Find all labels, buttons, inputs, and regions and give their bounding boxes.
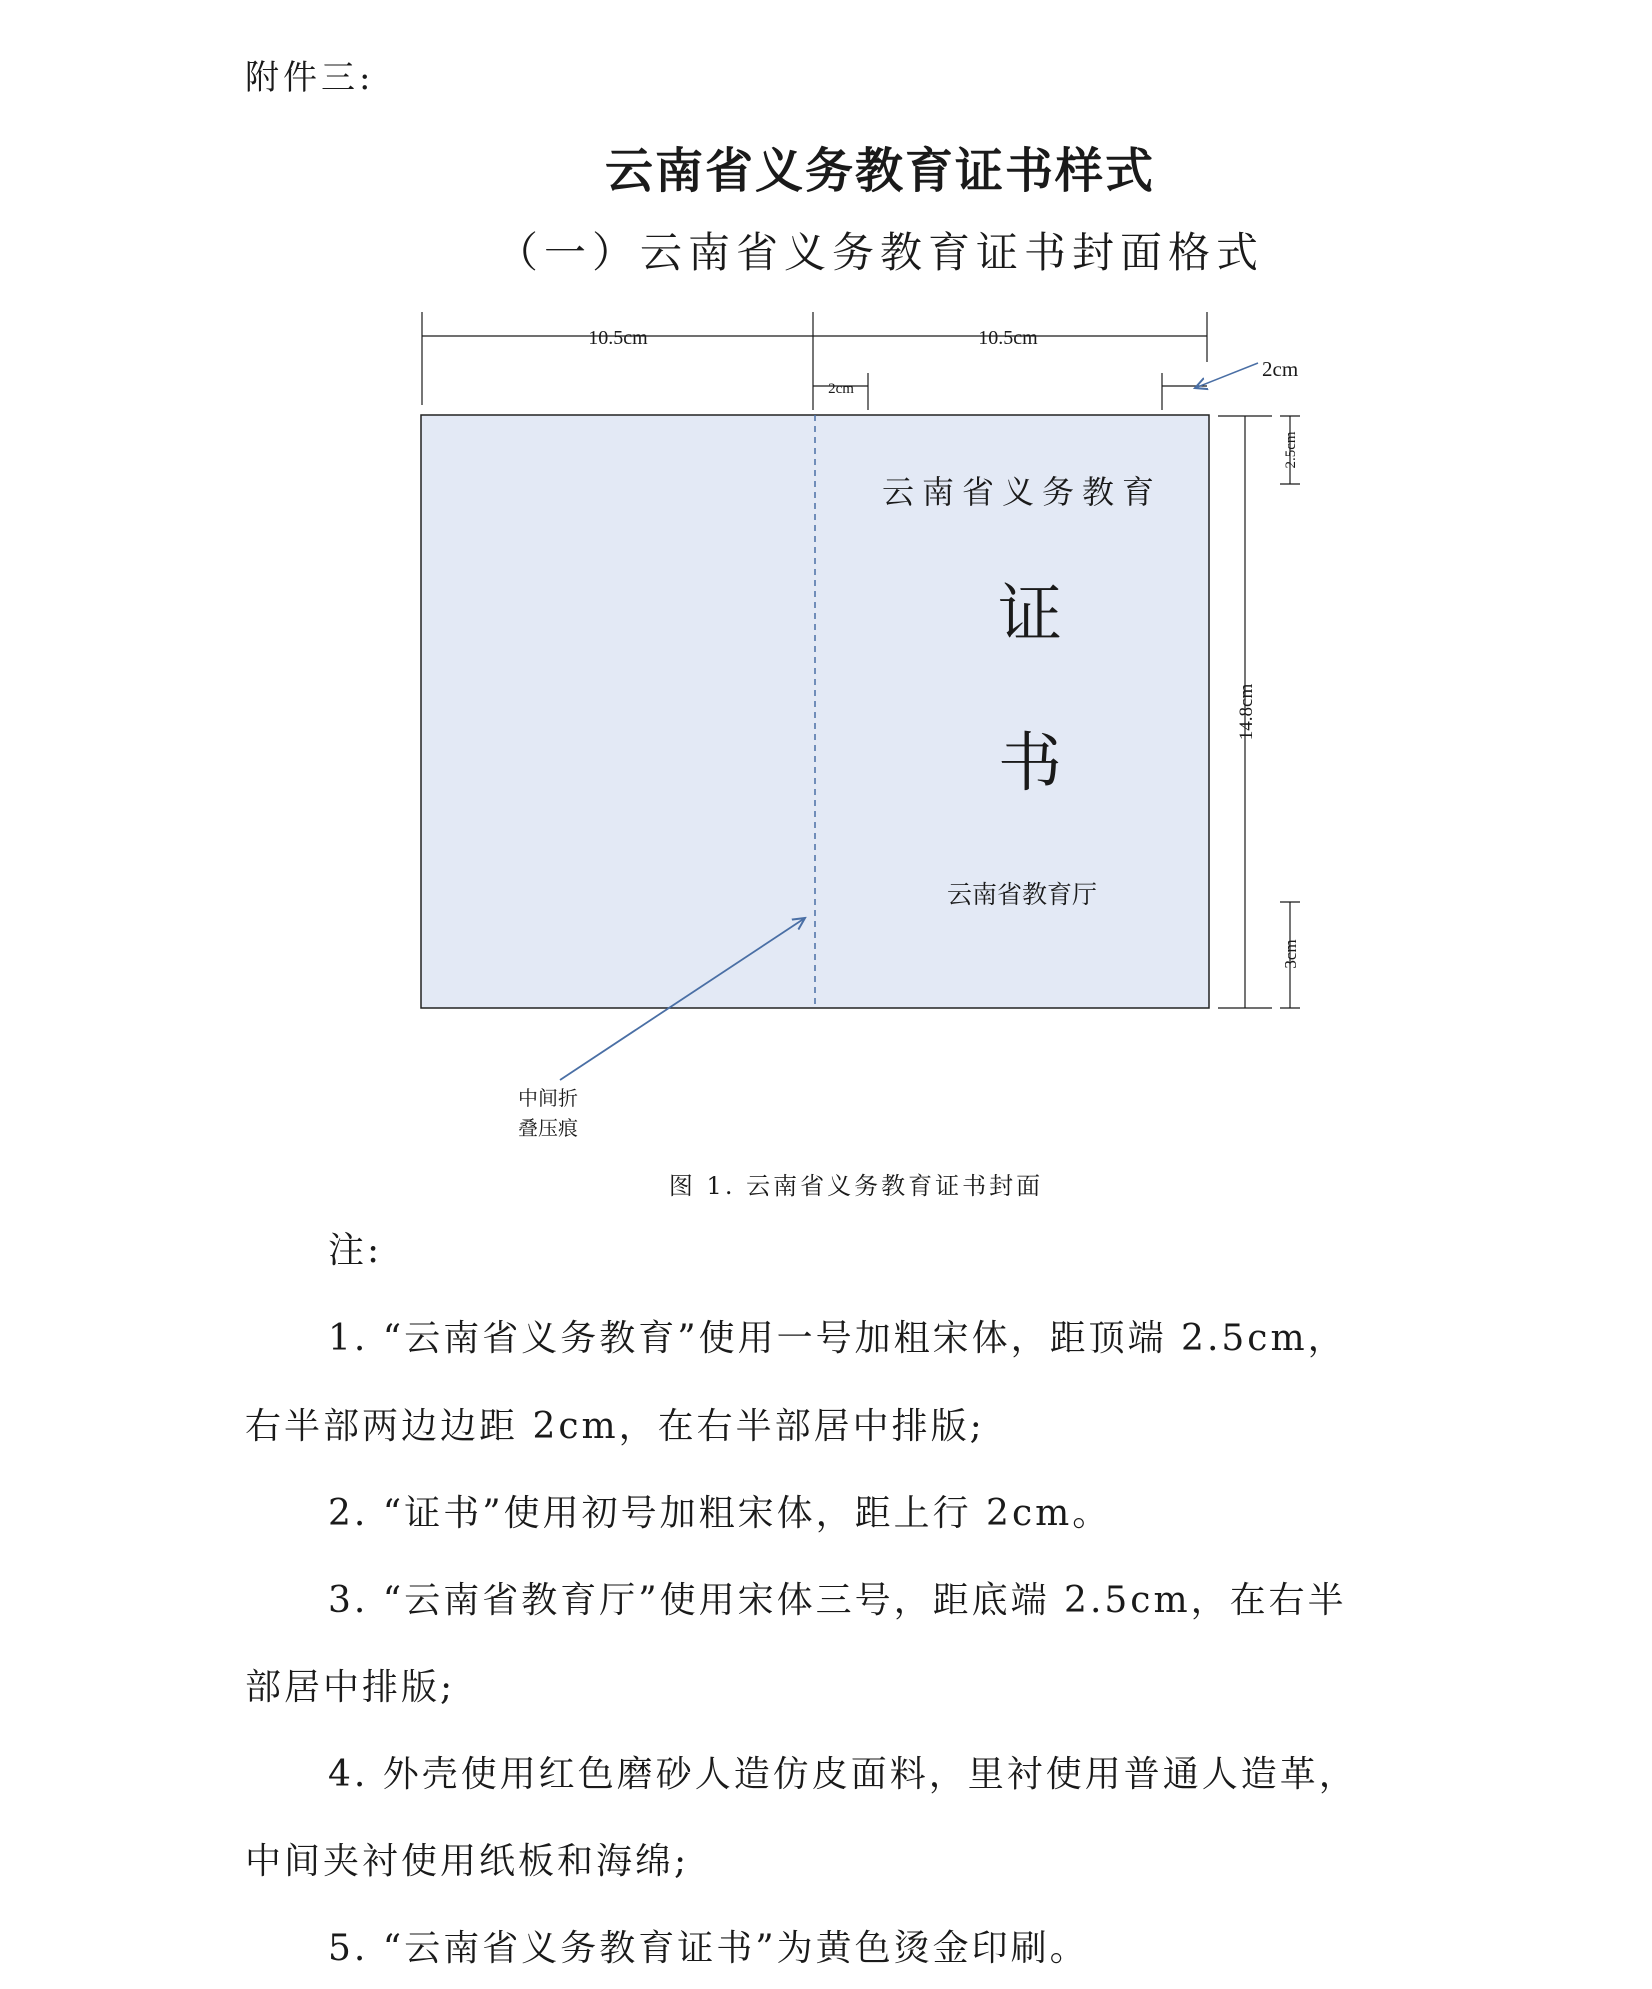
fold-label-line2: 叠压痕 [518, 1116, 578, 1140]
note-2: 2. “证书”使用初号加粗宋体，距上行 2cm。 [328, 1493, 1112, 1534]
dim-height-label: 14.8cm [1236, 683, 1257, 741]
note-1-line-2: 右半部两边边距 2cm，在右半部居中排版; [245, 1406, 985, 1447]
notes-heading: 注: [328, 1230, 383, 1271]
dim-right-width-label: 10.5cm [978, 327, 1038, 349]
note-4-line-2: 中间夹衬使用纸板和海绵; [245, 1841, 690, 1882]
document-title: 云南省义务教育证书样式 [604, 143, 1155, 199]
dimension-right [1218, 416, 1300, 1008]
fold-label-line1: 中间折 [518, 1086, 578, 1110]
cover-issuer-text: 云南省教育厅 [946, 880, 1098, 909]
dim-top-label: 2.5cm [1283, 431, 1299, 469]
dim-left-width-label: 10.5cm [588, 327, 648, 349]
dim-bottom-label: 3cm [1281, 939, 1300, 969]
note-3-line-2: 部居中排版; [245, 1667, 456, 1708]
note-4-line-1: 4. 外壳使用红色磨砂人造仿皮面料，里衬使用普通人造革， [328, 1754, 1358, 1795]
cover-char-zheng: 证 [998, 578, 1062, 652]
note-1-line-1: 1. “云南省义务教育”使用一号加粗宋体，距顶端 2.5cm， [328, 1318, 1347, 1359]
figure-caption: 图 1. 云南省义务教育证书封面 [668, 1172, 1044, 1200]
cover-char-shu: 书 [998, 727, 1062, 801]
dim-outer-margin-label: 2cm [1262, 357, 1299, 381]
section-subtitle: （一）云南省义务教育证书封面格式 [495, 228, 1264, 277]
dim-inner-margin-label: 2cm [828, 381, 854, 397]
margin-pointer-arrow [1195, 363, 1258, 388]
attachment-label: 附件三: [245, 58, 375, 98]
cover-heading-text: 云南省义务教育 [881, 473, 1163, 511]
note-3-line-1: 3. “云南省教育厅”使用宋体三号，距底端 2.5cm，在右半 [328, 1580, 1347, 1621]
dimension-top [422, 312, 1207, 410]
note-5: 5. “云南省义务教育证书”为黄色烫金印刷。 [328, 1928, 1089, 1969]
